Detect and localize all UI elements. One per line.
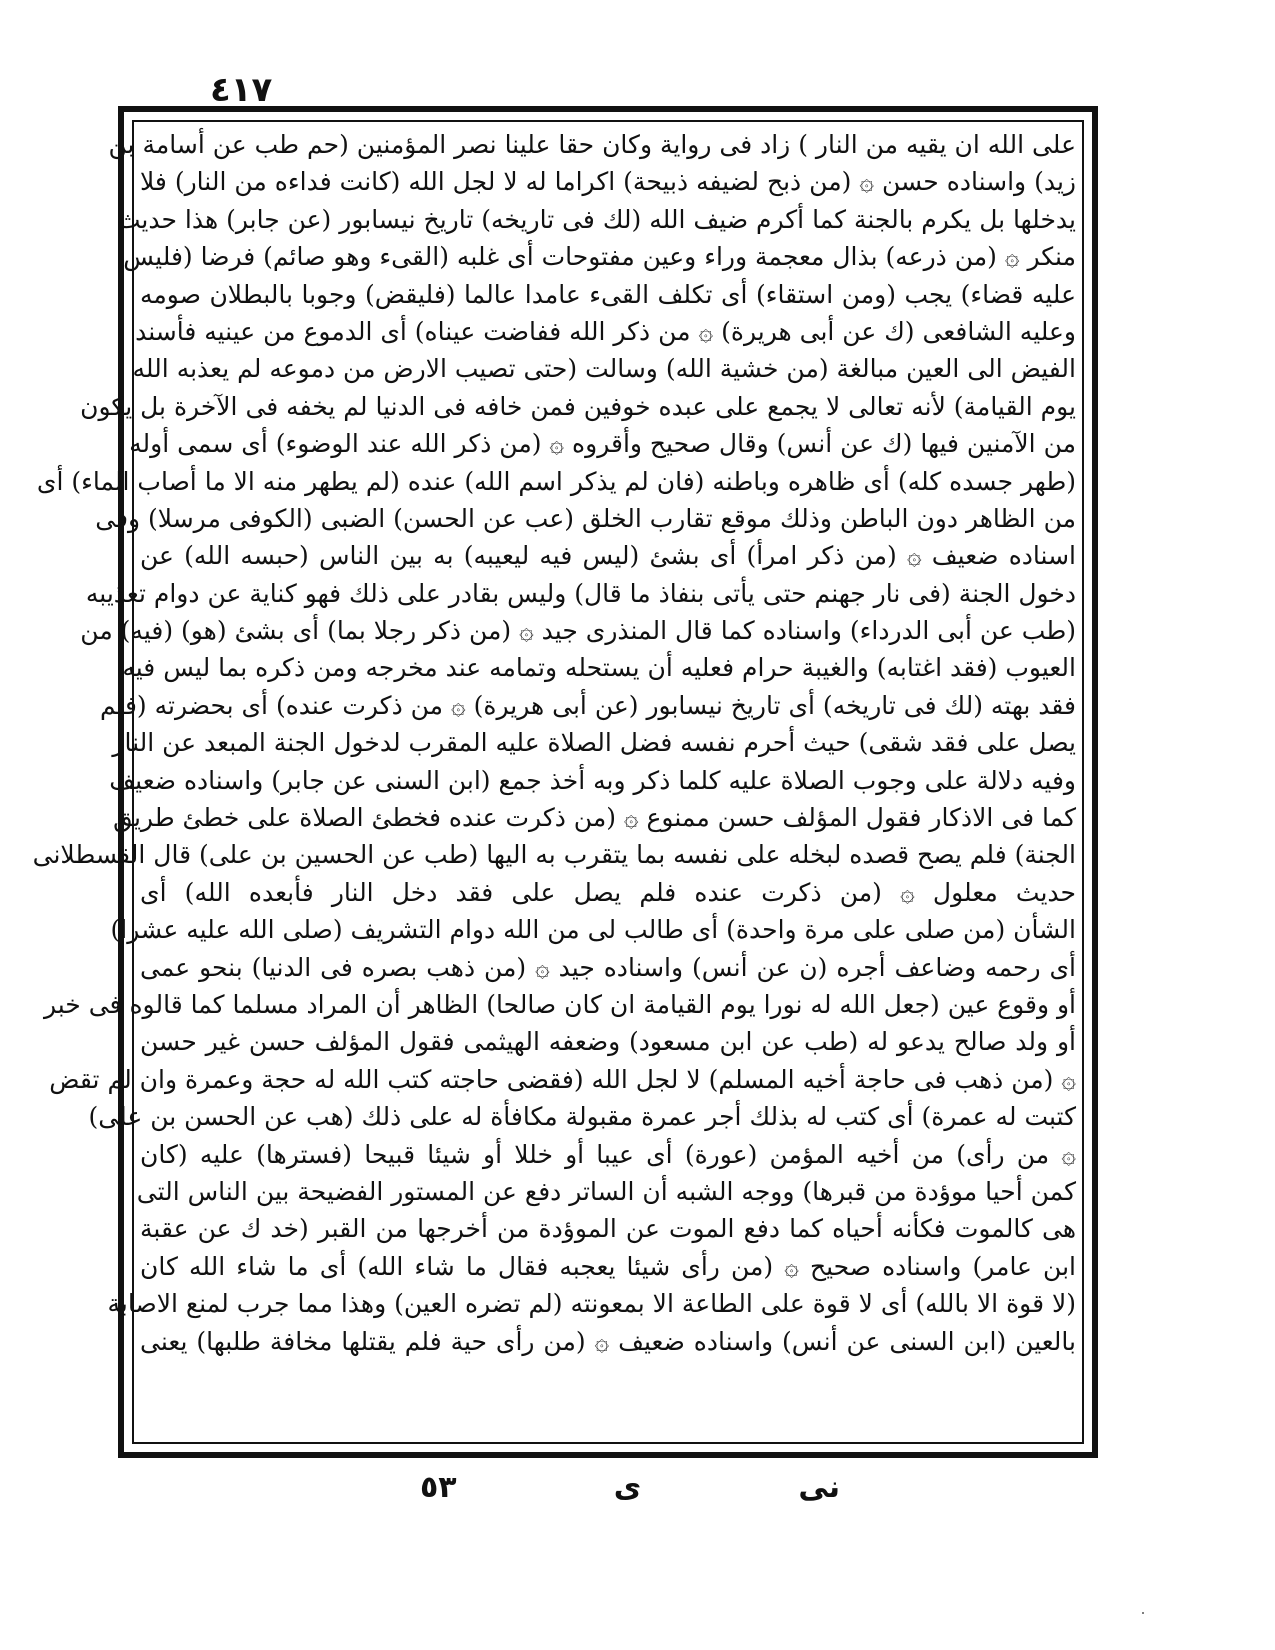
text-line	[140, 1397, 1076, 1434]
text-line: بالعين (ابن السنى عن أنس) واسناده ضعيف ۞ (من رأى حية فلم يقتلها مخافة طلبها) يعنى	[140, 1326, 1076, 1356]
signature-mark: نى	[798, 1470, 840, 1505]
text-line: أى رحمه وضاعف أجره (ن عن أنس) واسناده جيد ۞ (من ذهب بصره فى الدنيا) بنحو عمى	[140, 952, 1076, 982]
text-line: الشأن (من صلى على مرة واحدة) أى طالب لى من الله دوام التشريف (صلى الله عليه عشرا)	[110, 915, 1076, 945]
text-line	[140, 1360, 1076, 1397]
page-number: ٤١٧	[210, 70, 273, 110]
text-line: يوم القيامة) لأنه تعالى لا يجمع على عبده خوفين فمن خافه فى الدنيا لم يخفه فى الآخرة بل يكون	[80, 391, 1076, 421]
signature-marks	[420, 1470, 840, 1505]
text-line: الجنة) فلم يصح قصده لبخله على نفسه بما يتقرب به اليها (طب عن الحسين بن على) قال القسطلانى	[32, 840, 1076, 870]
text-line: حديث معلول ۞ (من ذكرت عنده فلم يصل على فقد دخل النار فأبعده الله) أى	[140, 877, 1076, 907]
text-line: (لا قوة الا بالله) أى لا قوة على الطاعة الا بمعونته (لم تضره العين) وهذا مما جرب لمنع الاصابة	[107, 1289, 1076, 1319]
text-line: عليه قضاء) يجب (ومن استقاء) أى تكلف القىء عامدا عالما (فليقض) وجوبا بالبطلان صومه	[140, 279, 1076, 309]
main-text	[32, 126, 1076, 1442]
signature-mark: ٥٣	[420, 1470, 457, 1505]
text-line: كتبت له عمرة) أى كتب له بذلك أجر عمرة مقبولة مكافأة له على ذلك (هب عن الحسن بن على)	[88, 1102, 1076, 1132]
text-line: ۞ (من ذهب فى حاجة أخيه المسلم) لا لجل الله (فقضى حاجته كتب الله له حجة وعمرة وان لم تقض	[49, 1064, 1076, 1094]
text-line: فقد بهته (لك فى تاريخه) أى تاريخ نيسابور (عن أبى هريرة) ۞ من ذكرت عنده) أى بحضرته (فلم	[100, 690, 1076, 720]
text-line: كمن أحيا موؤدة من قبرها) ووجه الشبه أن الساتر دفع عن المستور الفضيحة بين الناس التى	[136, 1176, 1076, 1206]
text-line: دخول الجنة (فى نار جهنم حتى يأتى بنفاذ ما قال) وليس بقادر على ذلك فهو كناية عن دوام تعذيبه	[85, 578, 1076, 608]
text-line: (طب عن أبى الدرداء) واسناده كما قال المنذرى جيد ۞ (من ذكر رجلا بما) أى بشئ (هو) (فيه) من	[80, 616, 1076, 646]
text-line: وفيه دلالة على وجوب الصلاة عليه كلما ذكر وبه أخذ جمع (ابن السنى عن جابر) واسناده ضعيف	[109, 765, 1076, 795]
text-line: اسناده ضعيف ۞ (من ذكر امرأ) أى بشئ (ليس فيه ليعيبه) به بين الناس (حبسه الله) عن	[140, 541, 1076, 571]
text-line: كما فى الاذكار فقول المؤلف حسن ممنوع ۞ (من ذكرت عنده فخطئ الصلاة على خطئ طريق	[113, 803, 1076, 833]
text-line: يدخلها بل يكرم بالجنة كما أكرم ضيف الله (لك فى تاريخه) تاريخ نيسابور (عن جابر) هذا حديث	[116, 204, 1076, 234]
text-line: هى كالموت فكأنه أحياه كما دفع الموت عن الموؤدة من أخرجها من القبر (خد ك عن عقبة	[140, 1214, 1076, 1244]
text-line: ۞ من رأى) من أخيه المؤمن (عورة) أى عيبا أو خللا أو شيئا قبيحا (فسترها) عليه (كان	[140, 1139, 1076, 1169]
text-line: على الله ان يقيه من النار ) زاد فى رواية وكان حقا علينا نصر المؤمنين (حم طب عن أسامة بن	[108, 130, 1076, 159]
text-line: من الظاهر دون الباطن وذلك موقع تقارب الخلق (عب عن الحسن) الضبى (الكوفى مرسلا) وفى	[95, 503, 1076, 533]
signature-mark: ى	[613, 1470, 642, 1505]
text-line: أو وقوع عين (جعل الله له نورا يوم القيامة ان كان صالحا) الظاهر أن المراد مسلما كما قالوه فى خبر	[43, 989, 1076, 1019]
text-line: (طهر جسده كله) أى ظاهره وباطنه (فان لم يذكر اسم الله) عنده (لم يطهر منه الا ما أصاب الماء) أى	[36, 466, 1076, 496]
page-border-outer	[32, 106, 1098, 1458]
text-line: زيد) واسناده حسن ۞ (من ذبح لضيفه ذبيحة) اكراما له لا لجل الله (كانت فداءه من النار) فلا	[140, 167, 1076, 197]
text-line: الفيض الى العين مبالغة (من خشية الله) وسالت (حتى تصيب الارض من دموعه لم يعذبه الله	[132, 354, 1076, 384]
scan-speck	[1142, 1612, 1144, 1614]
text-line: من الآمنين فيها (ك عن أنس) وقال صحيح وأقروه ۞ (من ذكر الله عند الوضوء) أى سمى أوله	[129, 429, 1076, 459]
text-line: العيوب (فقد اغتابه) والغيبة حرام فعليه أن يستحله وتمامه عند مخرجه ومن ذكره بما ليس فيه	[122, 653, 1076, 683]
text-line: ابن عامر) واسناده صحيح ۞ (من رأى شيئا يعجبه فقال ما شاء الله) أى ما شاء الله كان	[140, 1251, 1076, 1281]
text-line: منكر ۞ (من ذرعه) بذال معجمة وراء وعين مفتوحات أى غلبه (القىء وهو صائم) فرضا (فليس	[123, 242, 1076, 272]
text-line: وعليه الشافعى (ك عن أبى هريرة) ۞ من ذكر الله ففاضت عيناه) أى الدموع من عينيه فأسند	[135, 316, 1076, 346]
text-line: يصل على فقد شقى) حيث أحرم نفسه فضل الصلاة عليه المقرب لدخول الجنة المبعد عن النار	[112, 728, 1076, 758]
text-line: أو ولد صالح يدعو له (طب عن ابن مسعود) وضعفه الهيثمى فقول المؤلف حسن غير حسن	[140, 1027, 1076, 1057]
